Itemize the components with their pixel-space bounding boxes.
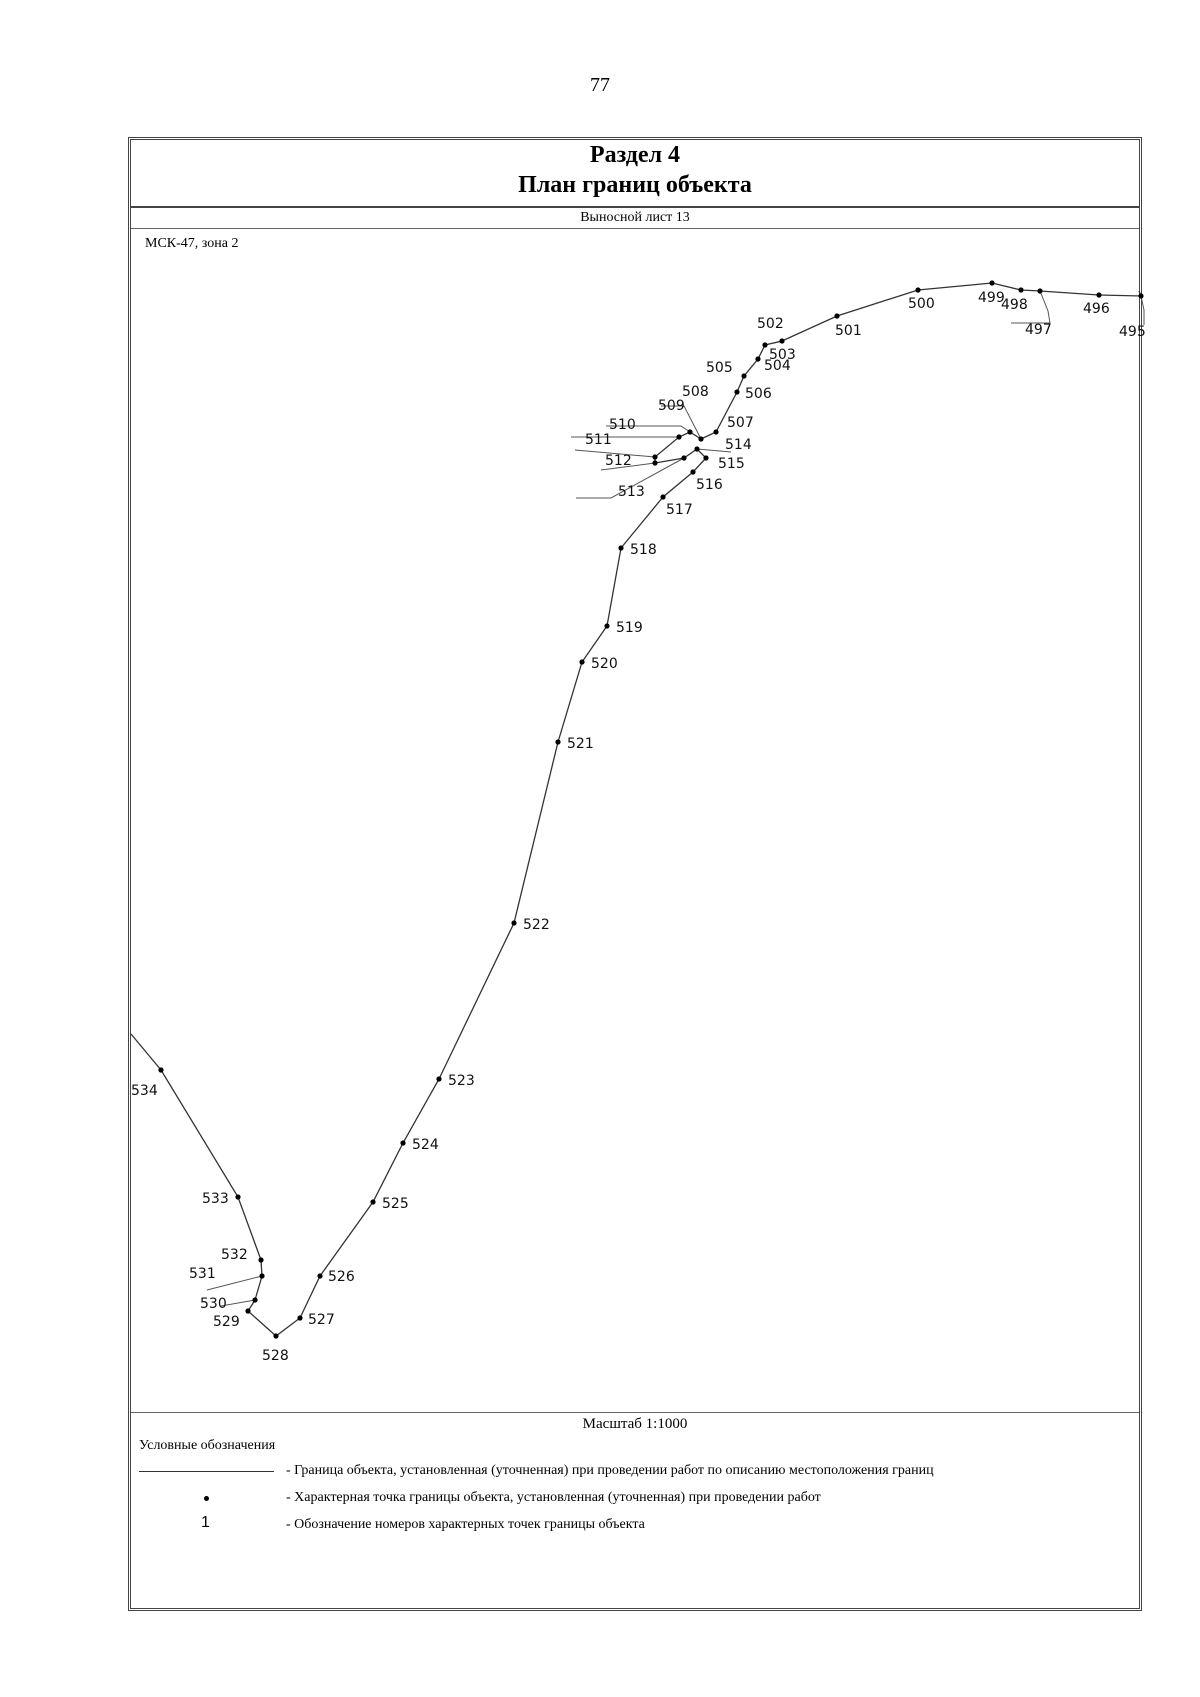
point-label-502: 502 [757,316,784,332]
point-label-521: 521 [567,736,594,752]
point-label-534: 534 [131,1083,158,1099]
boundary-point-510 [676,434,681,439]
legend-title: Условные обозначения [139,1438,276,1453]
boundary-point-514 [694,446,699,451]
point-label-525: 525 [382,1196,409,1212]
point-label-526: 526 [328,1269,355,1285]
point-label-496: 496 [1083,301,1110,317]
boundary-point-529 [245,1308,250,1313]
point-dot-sample [204,1496,209,1501]
point-label-515: 515 [718,456,745,472]
boundary-point-522 [511,920,516,925]
boundary-point-526 [317,1273,322,1278]
boundary-point-507 [713,429,718,434]
plan-frame [128,137,1146,1611]
boundary-point-511 [652,454,657,459]
boundary-map-svg [131,230,1146,1410]
point-label-501: 501 [835,323,862,339]
legend-text: - Граница объекта, установленная (уточненная) при проведении работ по описанию местоположения границ [286,1463,934,1478]
boundary-point-528 [273,1333,278,1338]
boundary-point-534 [158,1067,163,1072]
boundary-point-521 [555,739,560,744]
boundary-point-524 [400,1140,405,1145]
boundary-point-499 [989,280,994,285]
boundary-point-533 [235,1194,240,1199]
point-label-522: 522 [523,917,550,933]
legend-item-point [131,1487,1139,1511]
point-number-sample: 1 [201,1514,210,1531]
point-label-524: 524 [412,1137,439,1153]
crs-label: МСК-47, зона 2 [145,236,239,251]
point-label-529: 529 [213,1314,240,1330]
point-label-532: 532 [221,1247,248,1263]
point-label-507: 507 [727,415,754,431]
legend [131,1434,1139,1604]
boundary-point-501 [834,313,839,318]
point-label-499: 499 [978,290,1005,306]
boundary-point-509 [687,429,692,434]
legend-text: - Характерная точка границы объекта, установленная (уточненная) при проведении работ [286,1490,821,1505]
boundary-line [131,283,1141,1336]
boundary-point-513 [681,455,686,460]
legend-item-boundary [131,1460,1139,1484]
point-label-523: 523 [448,1073,475,1089]
point-label-500: 500 [908,296,935,312]
point-label-498: 498 [1001,297,1028,313]
label-leader-line [1141,296,1144,325]
point-label-511: 511 [585,432,612,448]
point-label-527: 527 [308,1312,335,1328]
point-label-506: 506 [745,386,772,402]
point-label-503: 503 [769,347,796,363]
boundary-point-512 [652,460,657,465]
boundary-point-495 [1138,293,1143,298]
point-label-504: 504 [764,358,791,374]
point-label-512: 512 [605,453,632,469]
legend-item-number [131,1514,1139,1538]
point-label-508: 508 [682,384,709,400]
boundary-point-503 [762,342,767,347]
plan-title: План границ объекта [518,172,752,198]
sheet-label: Выносной лист 13 [131,208,1139,229]
title-block [131,140,1139,208]
point-label-519: 519 [616,620,643,636]
boundary-point-506 [734,389,739,394]
boundary-point-525 [370,1199,375,1204]
boundary-point-504 [755,356,760,361]
boundary-line-sample [139,1471,274,1472]
point-label-497: 497 [1025,322,1052,338]
point-label-513: 513 [618,484,645,500]
boundary-point-531 [259,1273,264,1278]
point-label-516: 516 [696,477,723,493]
boundary-point-497 [1037,288,1042,293]
boundary-map [131,230,1146,1410]
boundary-point-519 [604,623,609,628]
section-title: Раздел 4 [589,142,681,168]
point-label-528: 528 [262,1348,289,1364]
point-label-514: 514 [725,437,752,453]
legend-text: - Обозначение номеров характерных точек границы объекта [286,1517,645,1532]
boundary-point-518 [618,545,623,550]
point-label-505: 505 [706,360,733,376]
scale-label: Масштаб 1:1000 [131,1412,1139,1435]
boundary-point-517 [660,494,665,499]
boundary-point-520 [579,659,584,664]
point-label-495: 495 [1119,324,1146,340]
boundary-point-508 [698,436,703,441]
boundary-point-532 [258,1257,263,1262]
boundary-point-523 [436,1076,441,1081]
boundary-point-502 [779,338,784,343]
point-label-530: 530 [200,1296,227,1312]
boundary-point-500 [915,287,920,292]
boundary-point-498 [1018,287,1023,292]
point-label-518: 518 [630,542,657,558]
boundary-point-530 [252,1297,257,1302]
point-label-520: 520 [591,656,618,672]
point-label-531: 531 [189,1266,216,1282]
point-label-510: 510 [609,417,636,433]
boundary-point-496 [1096,292,1101,297]
boundary-point-515 [703,455,708,460]
point-label-533: 533 [202,1191,229,1207]
point-label-509: 509 [658,398,685,414]
boundary-point-505 [741,373,746,378]
boundary-point-516 [690,469,695,474]
page-number: 77 [590,74,610,96]
boundary-point-527 [297,1315,302,1320]
point-label-517: 517 [666,502,693,518]
